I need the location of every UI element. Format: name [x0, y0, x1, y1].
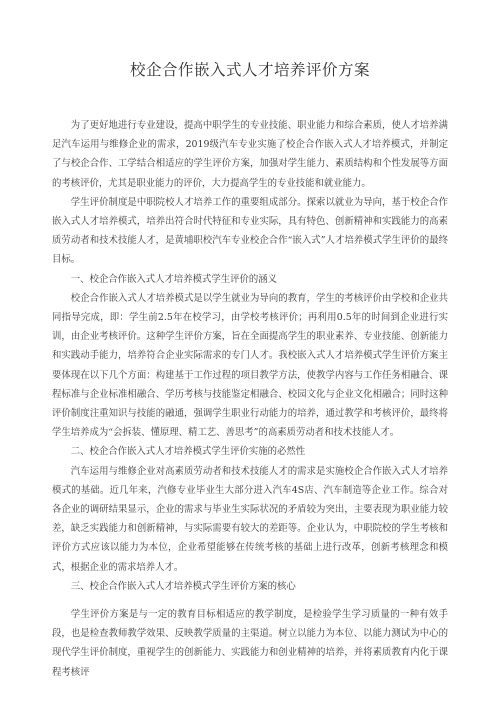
document-body [52, 116, 448, 682]
section-heading-2: 二、校企合作嵌入式人才培养模式学生评价实施的必然性 [70, 446, 306, 458]
paragraph-section-3: 学生评价方案是与一定的教育目标相适应的教学制度，是检验学生学习质量的一种有效手段，也是检查教师教学效果、反映教学质量的主渠道。树立以能力为本位、以能力测试为中心的现代学生评价制度，重视学生的创新能力、实践能力和创业精神的培养，并将素质教育内化于课程考核评 [52, 609, 448, 678]
section-heading-3: 三、校企合作嵌入式人才培养模式学生评价方案的核心 [70, 580, 296, 592]
paragraph-section-2: 汽车运用与维修企业对高素质劳动者和技术技能人才的需求是实施校企合作嵌入式人才培养模式的基础。近几年来，汽修专业毕业生大部分进入汽车4S店、汽车制造等企业工作。综合对各企业的调研结果显示，企业的需求与毕业生实际状况的矛盾较为突出，主要表现为职业能力较差，缺乏实践能力和创新精神，与实际需要有较大的差距等。企业认为，中职院校的学生考核和评价方式应该以能力为本位，企业希望能够在传统考核的基础上进行改革，创新考核理念和模式，根据企业的需求培养人才。 [52, 465, 448, 573]
paragraph-section-1: 校企合作嵌入式人才培养模式是以学生就业为导向的教育，学生的考核评价由学校和企业共同指导完成，即：学生前2.5年在校学习，由学校考核评价；再利用0.5年的时间到企业进行实训，由企业考核评价。这种学生评价方案，旨在全面提高学生的职业素养、专业技能、创新能力和实践动手能力，培养符合企业实际需求的专门人才。我校嵌入式人才培养模式学生评价方案主要体现在以下几个方面：构建基于工作过程的项目教学方法，使教学内容与工作任务相融合、课程标准与企业标准相融合、学历考核与技能鉴定相融合、校园文化与企业文化相融合；同时这种评价制度注重知识与技能的融通，强调学生职业行动能力的培养，通过教学和考核评价，最终将学生培养成为“会拆装、懂原理、精工艺、善思考”的高素质劳动者和技术技能人才。 [52, 292, 448, 439]
section-heading-1: 一、校企合作嵌入式人才培养模式学生评价的涵义 [70, 273, 278, 285]
paragraph-evaluation-system: 学生评价制度是中职院校人才培养工作的重要组成部分。探索以就业为导向，基于校企合作嵌入式人才培养模式，培养出符合时代特征和专业实际，具有特色、创新精神和实践能力的高素质劳动者和技术技能人才，是黄埔职校汽车专业校企合作“嵌入式”人才培养模式学生评价的最终目标。 [52, 196, 448, 266]
paragraph-intro: 为了更好地进行专业建设，提高中职学生的专业技能、职业能力和综合素质，使人才培养满足汽车运用与维修企业的需求，2019级汽车专业实施了校企合作嵌入式人才培养模式，并制定了与校企合作、工学结合相适应的学生评价方案，加强对学生能力、素质结构和个性发展等方面的考核评价，尤其是职业能力的评价，大力提高学生的专业技能和就业能力。 [52, 120, 448, 189]
document-title: 校企合作嵌入式人才培养评价方案 [129, 61, 370, 79]
